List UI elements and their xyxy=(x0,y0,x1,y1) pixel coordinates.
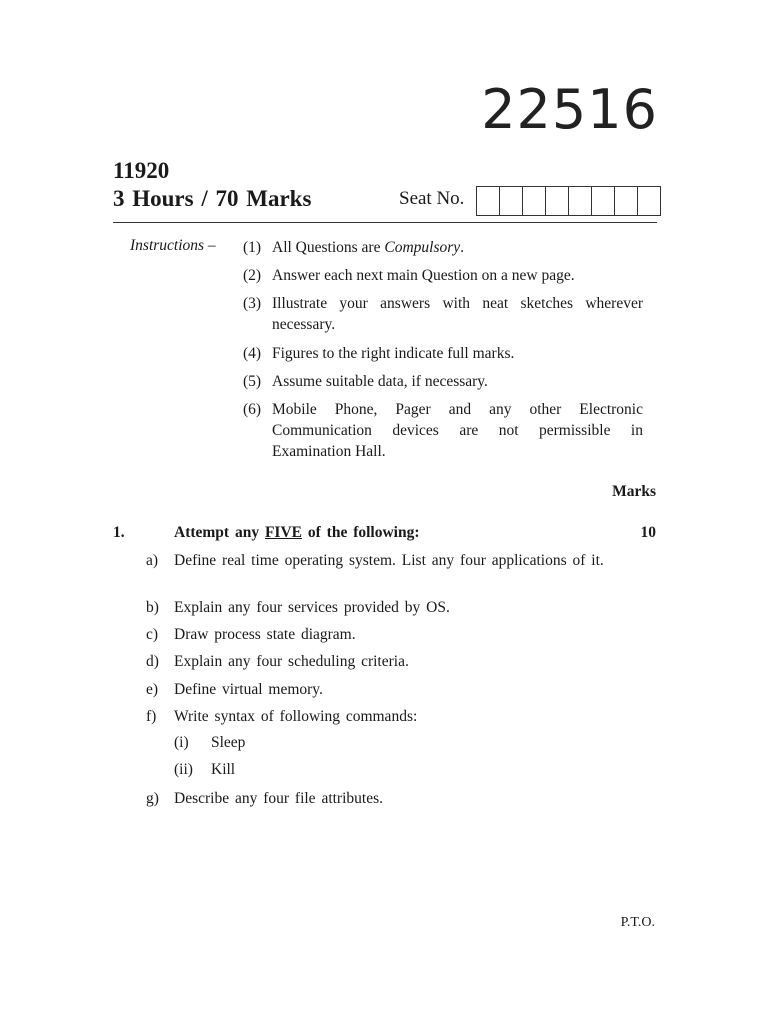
instructions-label: Instructions – xyxy=(130,237,216,254)
subitem-text: Explain any four services provided by OS. xyxy=(174,599,450,616)
instruction-item xyxy=(243,237,643,258)
command-subitem xyxy=(174,734,245,752)
instruction-text: Answer each next main Question on a new page. xyxy=(272,267,575,284)
seat-number-box xyxy=(477,187,500,215)
subitem-label: f) xyxy=(146,708,157,725)
question-subitem xyxy=(146,707,616,727)
exam-code: 11920 xyxy=(113,158,170,183)
seat-number-box xyxy=(638,187,660,215)
question-number: 1. xyxy=(113,524,125,541)
instruction-text: Assume suitable data, if necessary. xyxy=(272,373,488,390)
marks-column-header: Marks xyxy=(612,483,656,500)
header-divider xyxy=(113,222,657,223)
seat-number-box xyxy=(592,187,615,215)
instruction-text: All Questions are Compulsory. xyxy=(272,239,465,256)
command-label: (ii) xyxy=(174,761,193,778)
subitem-label: g) xyxy=(146,790,159,807)
instruction-number: (2) xyxy=(243,267,262,284)
seat-number-box xyxy=(523,187,546,215)
subitem-text: Draw process state diagram. xyxy=(174,626,356,643)
command-text: Sleep xyxy=(211,734,246,751)
question-emphasis: FIVE xyxy=(264,524,303,541)
please-turn-over: P.T.O. xyxy=(620,915,655,930)
seat-number-box xyxy=(615,187,638,215)
command-label: (i) xyxy=(174,734,189,751)
question-subitem xyxy=(146,680,616,700)
instruction-text: Illustrate your answers with neat sketches wherever necessary. xyxy=(272,295,643,333)
subitem-label: e) xyxy=(146,681,159,698)
subitem-label: d) xyxy=(146,653,159,670)
seat-number-box xyxy=(500,187,523,215)
subitem-text: Explain any four scheduling criteria. xyxy=(174,653,409,670)
question-title: Attempt any FIVE of the following: xyxy=(174,524,420,541)
command-subitem xyxy=(174,761,235,779)
instruction-item xyxy=(243,265,643,286)
question-subitem xyxy=(146,789,616,809)
subitem-label: c) xyxy=(146,626,159,643)
instruction-text: Mobile Phone, Pager and any other Electronic Communication devices are not permissible in Examination Hall. xyxy=(272,401,643,460)
instruction-number: (1) xyxy=(243,239,262,256)
seat-number-boxes xyxy=(476,186,661,216)
command-text: Kill xyxy=(211,761,236,778)
subitem-text: Define real time operating system. List any four applications of it. xyxy=(174,552,604,569)
seat-number-label: Seat No. xyxy=(399,188,465,209)
instruction-item xyxy=(243,399,643,462)
instruction-text: Figures to the right indicate full marks. xyxy=(272,345,515,362)
seat-number-box xyxy=(569,187,592,215)
subitem-label: b) xyxy=(146,599,159,616)
paper-code: 22516 xyxy=(481,78,658,141)
seat-number-box xyxy=(546,187,569,215)
subitem-text: Describe any four file attributes. xyxy=(174,790,383,807)
instruction-item xyxy=(243,343,643,364)
duration-and-marks: 3 Hours / 70 Marks xyxy=(113,186,312,211)
subitem-label: a) xyxy=(146,552,159,569)
subitem-text: Write syntax of following commands: xyxy=(174,708,418,725)
instruction-number: (5) xyxy=(243,373,262,390)
question-subitem xyxy=(146,598,616,618)
instruction-number: (6) xyxy=(243,401,262,418)
question-subitem xyxy=(146,551,616,571)
instruction-number: (4) xyxy=(243,345,262,362)
subitem-text: Define virtual memory. xyxy=(174,681,323,698)
question-marks: 10 xyxy=(640,524,656,541)
question-subitem xyxy=(146,625,616,645)
instruction-item xyxy=(243,371,643,392)
question-subitem xyxy=(146,652,616,672)
instruction-number: (3) xyxy=(243,295,262,312)
instruction-item xyxy=(243,293,643,335)
